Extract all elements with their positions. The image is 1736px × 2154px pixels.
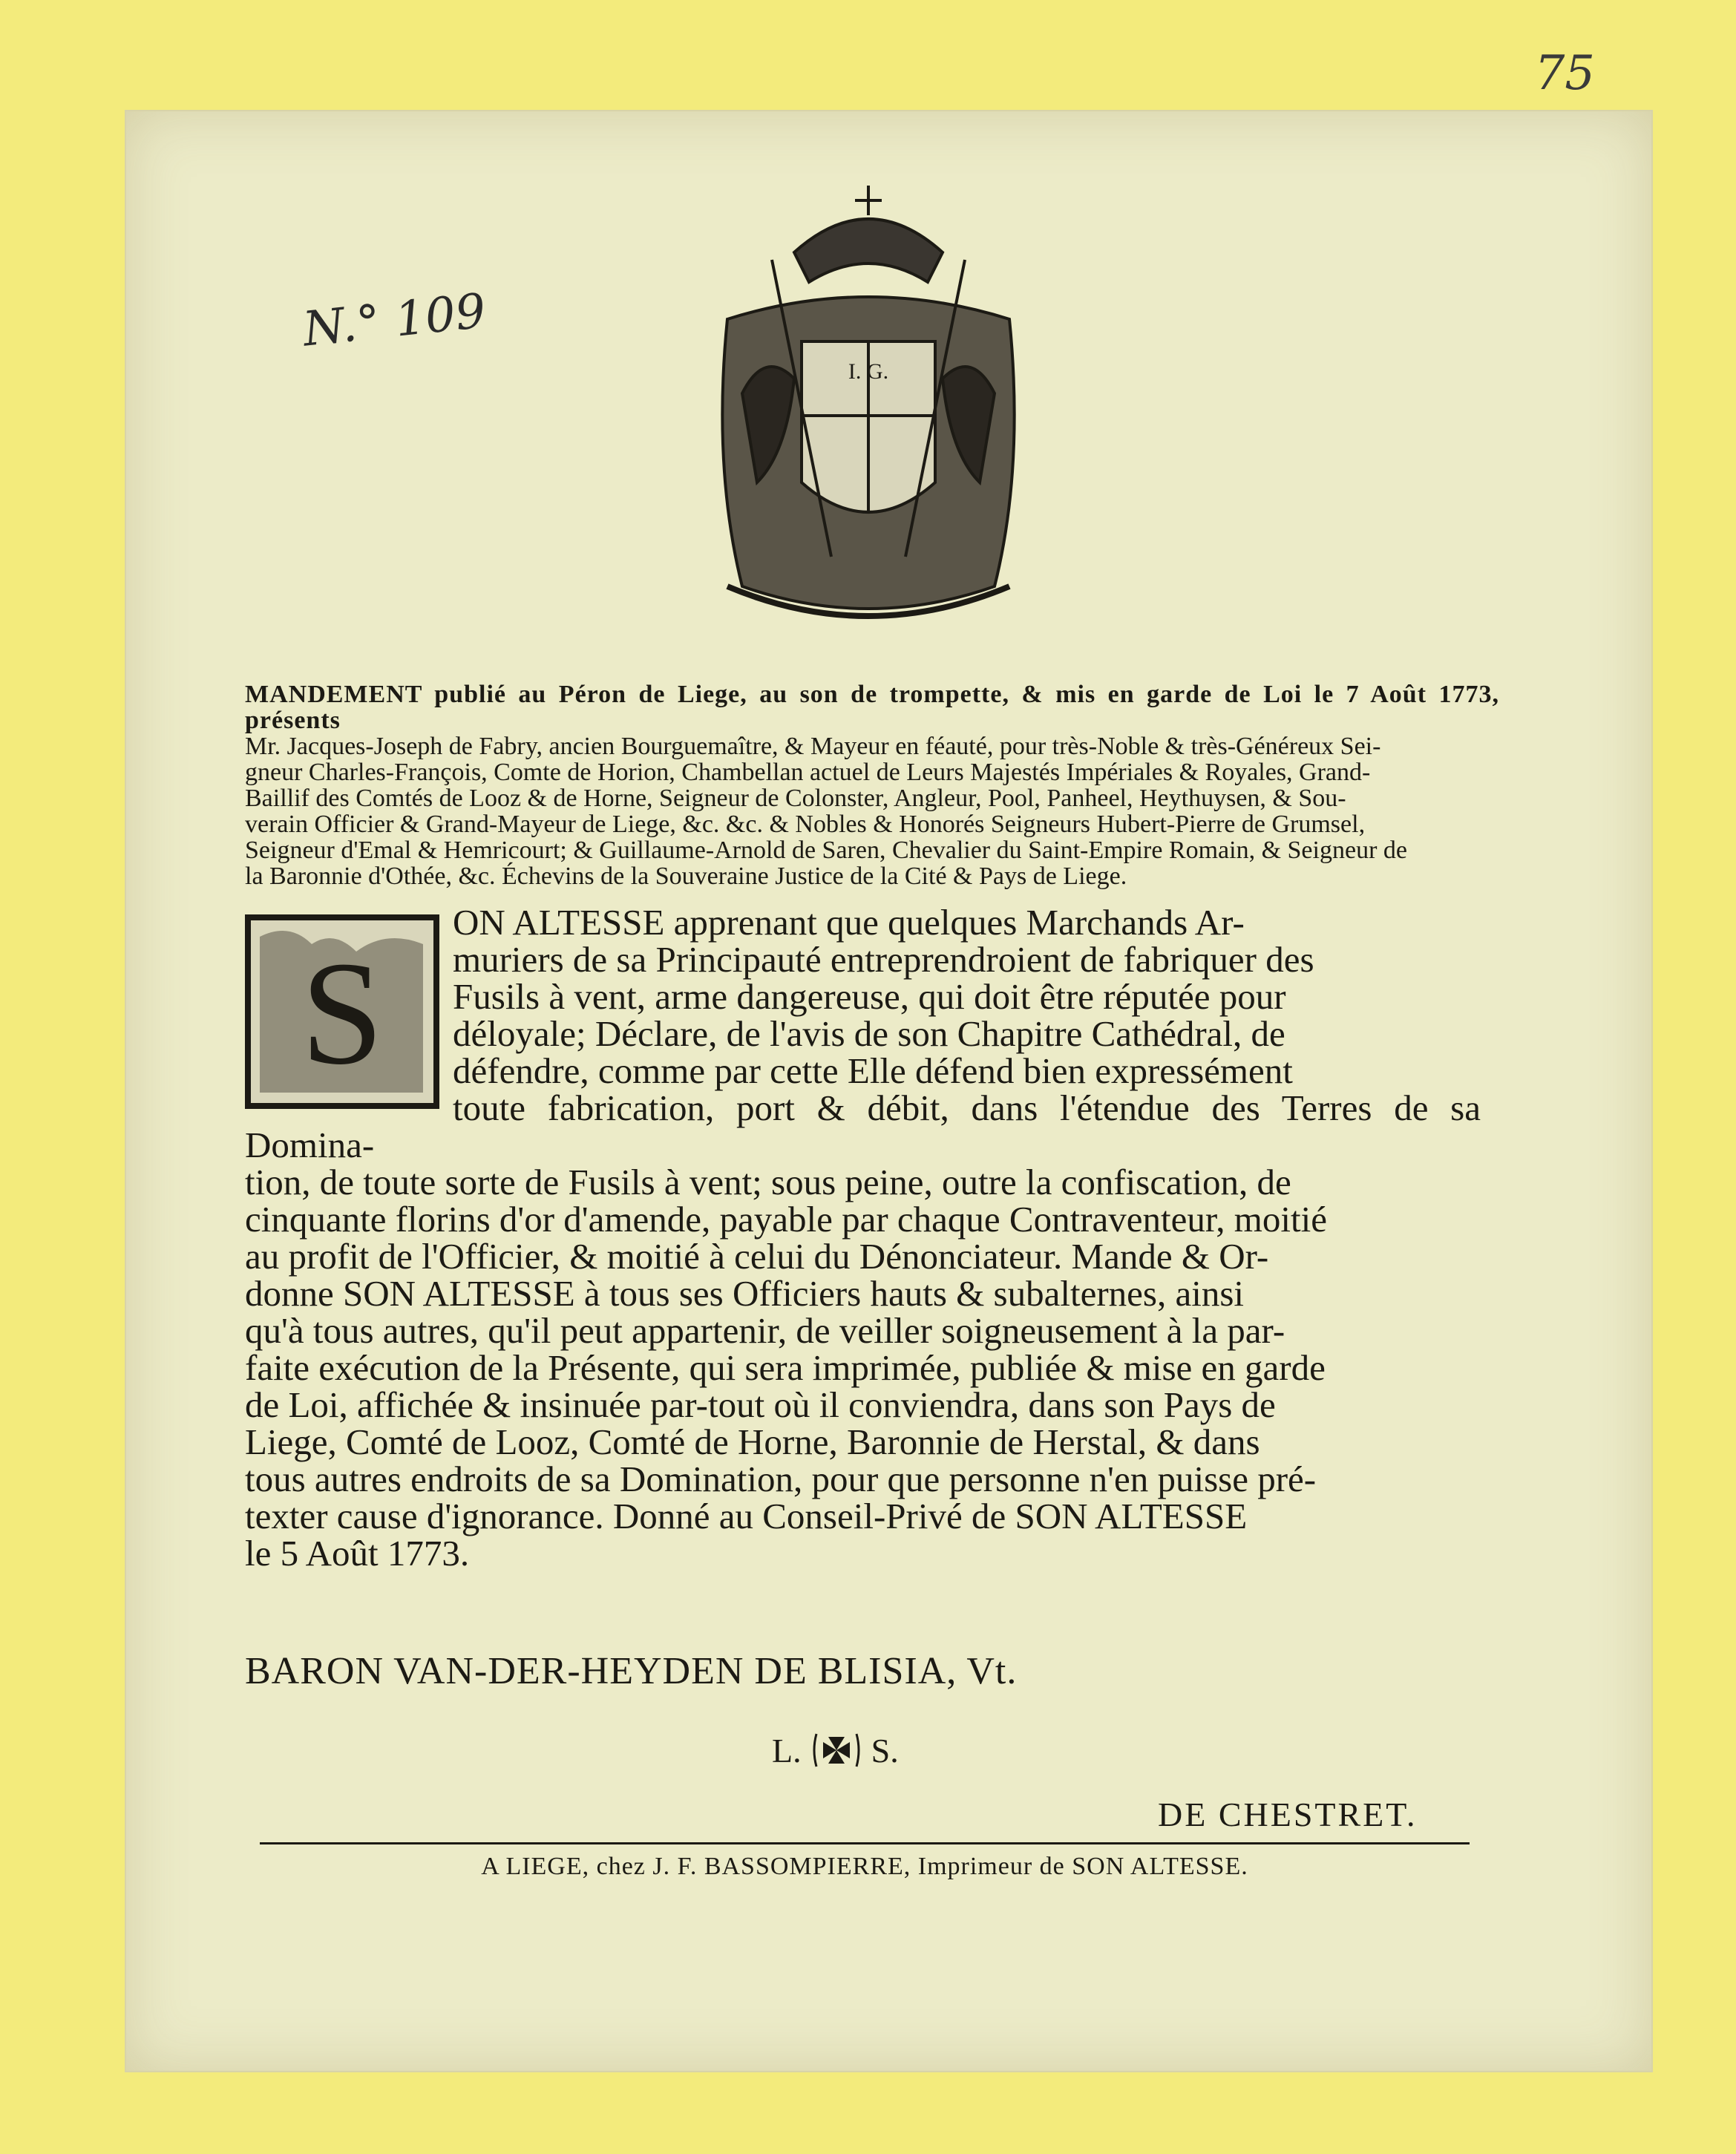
handwritten-number: N.° 109 <box>300 284 488 358</box>
body-line: cinquante florins d'or d'amende, payable par chaque Contraventeur, moitié <box>245 1199 1327 1240</box>
seal-right-letter: S. <box>871 1731 899 1770</box>
mandement-header <box>245 681 1499 889</box>
maltese-cross-icon <box>810 1729 862 1771</box>
signature-secretary: DE CHESTRET. <box>1158 1795 1418 1833</box>
body-line: toute fabrication, port & débit, dans l'étendue des Terres de sa Domina- <box>245 1087 1481 1165</box>
arms-initials: I. G. <box>848 359 889 384</box>
body-line: tous autres endroits de sa Domination, pour que personne n'en puisse pré- <box>245 1459 1317 1499</box>
body-line: ON ALTESSE apprenant que quelques Marchands Ar- <box>453 902 1245 943</box>
mandement-body <box>245 904 1481 1572</box>
header-line: verain Officier & Grand-Mayeur de Liege, &c. &c. & Nobles & Honorés Seigneurs Hubert-Pierre de Grumsel, <box>245 811 1366 838</box>
coat-of-arms-engraving <box>683 171 1054 646</box>
body-line: Liege, Comté de Looz, Comté de Horne, Baronnie de Herstal, & dans <box>245 1421 1260 1462</box>
header-line: la Baronnie d'Othée, &c. Échevins de la Souveraine Justice de la Cité & Pays de Liege. <box>245 862 1127 890</box>
body-line: donne SON ALTESSE à tous ses Officiers hauts & subalternes, ainsi <box>245 1273 1245 1314</box>
body-line: au profit de l'Officier, & moitié à celui du Dénonciateur. Mande & Or- <box>245 1236 1269 1277</box>
body-line: de Loi, affichée & insinuée par-tout où il conviendra, dans son Pays de <box>245 1384 1276 1425</box>
body-line: faite exécution de la Présente, qui sera imprimée, publiée & mise en garde <box>245 1347 1326 1388</box>
body-line: déloyale; Déclare, de l'avis de son Chapitre Cathédral, de <box>453 1013 1285 1054</box>
header-line: MANDEMENT publié au Péron de Liege, au son de trompette, & mis en garde de Loi le 7 Août 1773, présents <box>245 681 1499 734</box>
seal-left-letter: L. <box>772 1731 802 1770</box>
header-line: gneur Charles-François, Comte de Horion, Chambellan actuel de Leurs Majestés Impériales & Royales, Grand- <box>245 759 1371 786</box>
header-line: Seigneur d'Emal & Hemricourt; & Guillaume-Arnold de Saren, Chevalier du Saint-Empire Romain, & Seigneur de <box>245 837 1407 864</box>
body-line: défendre, comme par cette Elle défend bien expressément <box>453 1050 1293 1091</box>
body-line: Fusils à vent, arme dangereuse, qui doit être réputée pour <box>453 976 1286 1017</box>
body-line: tion, de toute sorte de Fusils à vent; sous peine, outre la confiscation, de <box>245 1162 1291 1202</box>
signature-baron: BARON VAN-DER-HEYDEN DE BLISIA, Vt. <box>245 1650 1018 1692</box>
folio-number: 75 <box>1534 46 1595 101</box>
body-line: texter cause d'ignorance. Donné au Conseil-Privé de SON ALTESSE <box>245 1496 1248 1536</box>
printer-imprint: A LIEGE, chez J. F. BASSOMPIERRE, Imprimeur de SON ALTESSE. <box>481 1853 1248 1880</box>
body-line: le 5 Août 1773. <box>245 1533 470 1574</box>
dropcap-spacer <box>245 904 453 1103</box>
header-line: Baillif des Comtés de Looz & de Horne, Seigneur de Colonster, Angleur, Pool, Panheel, Heythuysen, & Sou- <box>245 785 1346 812</box>
body-line: qu'à tous autres, qu'il peut appartenir, de veiller soigneusement à la par- <box>245 1310 1285 1351</box>
divider-rule <box>260 1842 1470 1844</box>
header-line: Mr. Jacques-Joseph de Fabry, ancien Bourguemaître, & Mayeur en féauté, pour très-Noble & très-Généreux Sei- <box>245 733 1381 760</box>
body-line: muriers de sa Principauté entreprendroient de fabriquer des <box>453 939 1314 980</box>
dropcap-letter: S <box>301 932 384 1096</box>
seal-line <box>772 1729 899 1771</box>
